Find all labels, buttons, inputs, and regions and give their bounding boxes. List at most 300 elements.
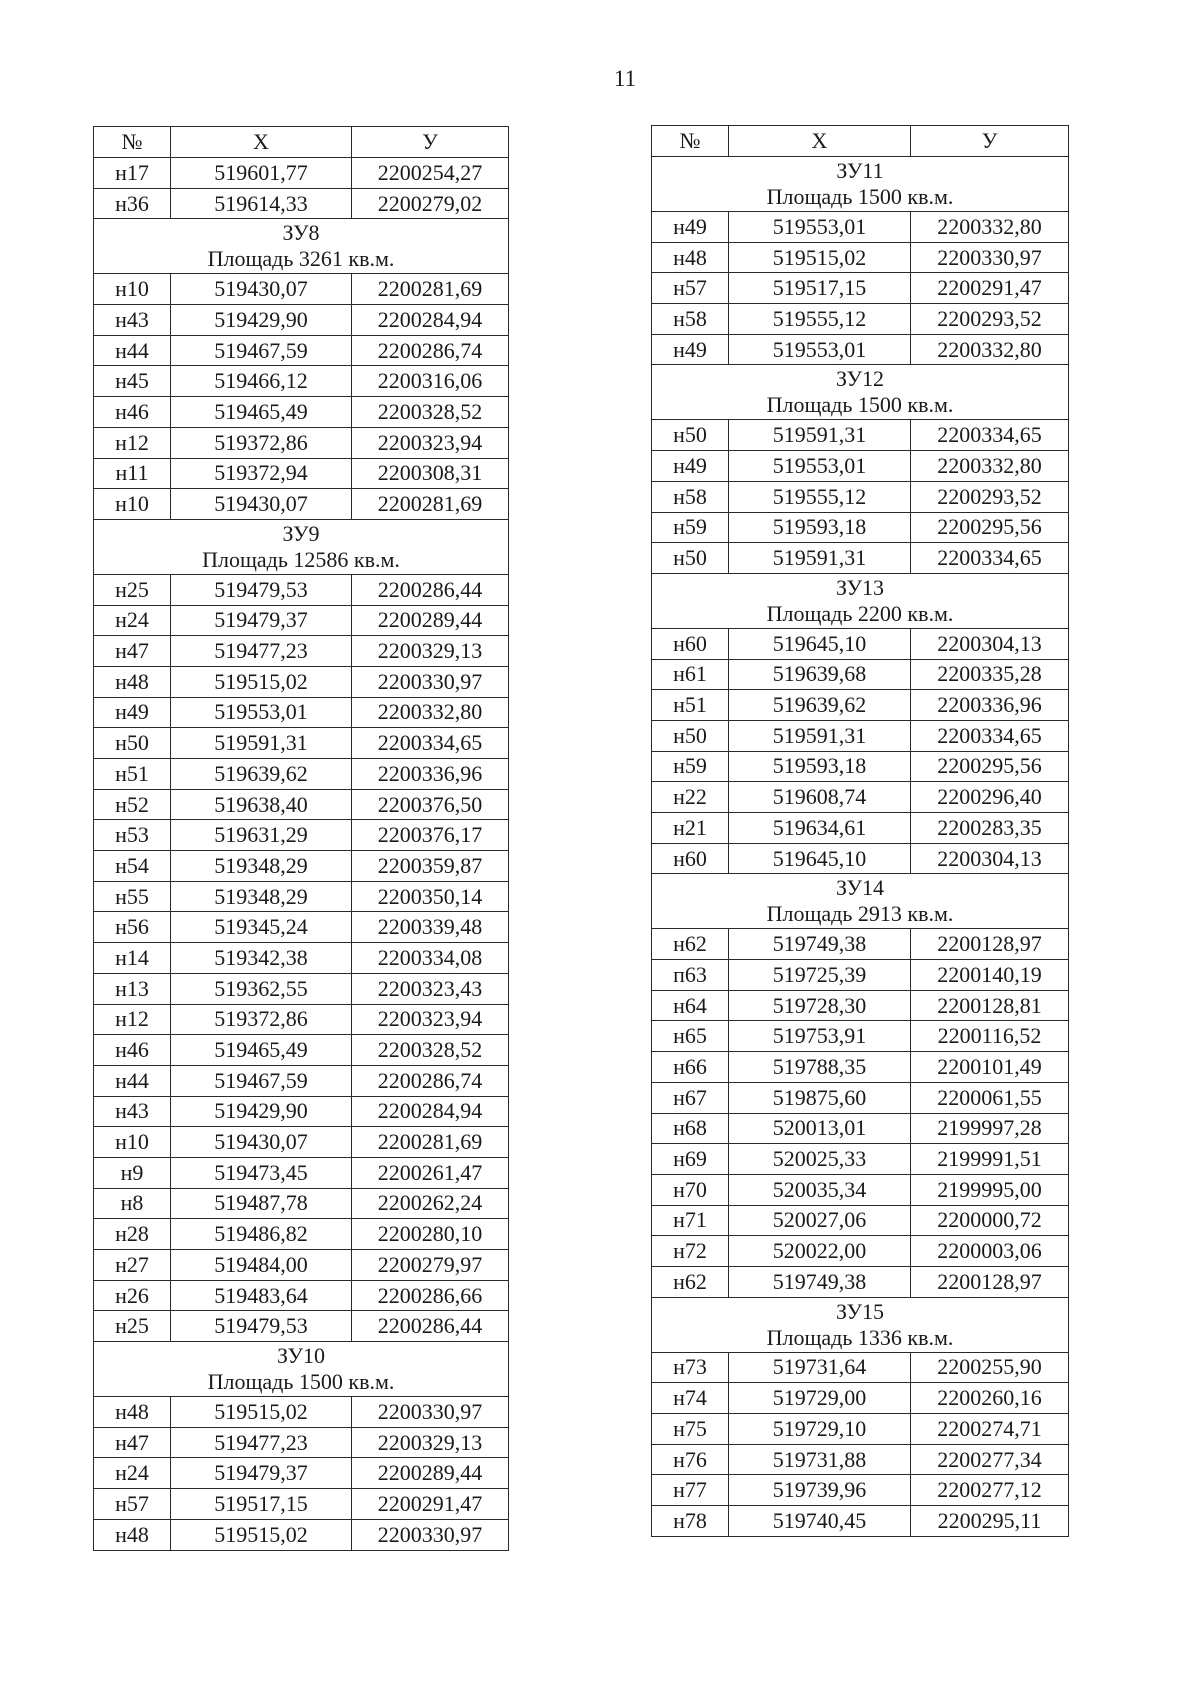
table-row [94, 427, 509, 458]
y-coordinate-cell: 2200281,69 [352, 274, 509, 305]
y-coordinate-cell: 2200289,44 [352, 1458, 509, 1489]
y-coordinate-cell: 2200323,94 [352, 1004, 509, 1035]
point-number-cell: н36 [94, 188, 171, 219]
point-number-cell: н27 [94, 1250, 171, 1281]
parcel-section-cell [94, 219, 509, 274]
point-number-cell: н9 [94, 1157, 171, 1188]
table-row [94, 1219, 509, 1250]
table-row [94, 574, 509, 605]
header-y: У [911, 126, 1069, 157]
y-coordinate-cell: 2200332,80 [911, 334, 1069, 365]
y-coordinate-cell: 2200350,14 [352, 881, 509, 912]
table-row [652, 813, 1069, 844]
x-coordinate-cell: 519553,01 [729, 334, 911, 365]
x-coordinate-cell: 519372,94 [171, 458, 352, 489]
y-coordinate-cell: 2200293,52 [911, 481, 1069, 512]
point-number-cell: н53 [94, 820, 171, 851]
header-y: У [352, 127, 509, 158]
y-coordinate-cell: 2199997,28 [911, 1113, 1069, 1144]
point-number-cell: н10 [94, 1127, 171, 1158]
table-row [94, 397, 509, 428]
x-coordinate-cell: 519740,45 [729, 1506, 911, 1537]
y-coordinate-cell: 2200329,13 [352, 636, 509, 667]
table-row [652, 543, 1069, 574]
header-number: № [94, 127, 171, 158]
point-number-cell: н10 [94, 274, 171, 305]
parcel-title: ЗУ9 [282, 520, 320, 546]
parcel-section-cell [94, 519, 509, 574]
x-coordinate-cell: 519429,90 [171, 305, 352, 336]
point-number-cell: н12 [94, 427, 171, 458]
table-row [652, 1174, 1069, 1205]
y-coordinate-cell: 2200293,52 [911, 304, 1069, 335]
point-number-cell: н10 [94, 489, 171, 520]
point-number-cell: н73 [652, 1352, 729, 1383]
table-row [94, 789, 509, 820]
point-number-cell: н62 [652, 929, 729, 960]
table-row [652, 990, 1069, 1021]
table-row [94, 274, 509, 305]
parcel-area: Площадь 1500 кв.м. [207, 1369, 395, 1395]
x-coordinate-cell: 519739,96 [729, 1475, 911, 1506]
x-coordinate-cell: 519634,61 [729, 813, 911, 844]
x-coordinate-cell: 519591,31 [729, 720, 911, 751]
page-number: 11 [613, 66, 637, 91]
point-number-cell: н57 [94, 1489, 171, 1520]
x-coordinate-cell: 519591,31 [729, 420, 911, 451]
point-number-cell: н46 [94, 1035, 171, 1066]
y-coordinate-cell: 2200286,44 [352, 574, 509, 605]
y-coordinate-cell: 2200116,52 [911, 1021, 1069, 1052]
table-row [652, 1082, 1069, 1113]
point-number-cell: н24 [94, 605, 171, 636]
y-coordinate-cell: 2200323,94 [352, 427, 509, 458]
x-coordinate-cell: 519465,49 [171, 1035, 352, 1066]
x-coordinate-cell: 520025,33 [729, 1144, 911, 1175]
y-coordinate-cell: 2200339,48 [352, 912, 509, 943]
point-number-cell: н58 [652, 481, 729, 512]
x-coordinate-cell: 519788,35 [729, 1052, 911, 1083]
table-header-row [652, 126, 1069, 157]
parcel-section-cell [94, 1342, 509, 1397]
parcel-area: Площадь 12586 кв.м. [202, 546, 400, 572]
table-row [652, 929, 1069, 960]
parcel-section-header [94, 219, 509, 274]
point-number-cell: н47 [94, 1427, 171, 1458]
y-coordinate-cell: 2199995,00 [911, 1174, 1069, 1205]
table-row [94, 881, 509, 912]
y-coordinate-cell: 2200330,97 [352, 1519, 509, 1550]
point-number-cell: н58 [652, 304, 729, 335]
table-row [94, 1311, 509, 1342]
x-coordinate-cell: 519515,02 [171, 1397, 352, 1428]
table-row [652, 960, 1069, 991]
parcel-title: ЗУ12 [835, 366, 885, 392]
table-row [652, 1475, 1069, 1506]
point-number-cell: н68 [652, 1113, 729, 1144]
table-row [94, 1427, 509, 1458]
parcel-section-header [652, 1297, 1069, 1352]
table-row [94, 666, 509, 697]
point-number-cell: н17 [94, 158, 171, 189]
point-number-cell: н48 [94, 666, 171, 697]
x-coordinate-cell: 519608,74 [729, 782, 911, 813]
x-coordinate-cell: 519465,49 [171, 397, 352, 428]
y-coordinate-cell: 2200262,24 [352, 1188, 509, 1219]
y-coordinate-cell: 2200334,65 [911, 543, 1069, 574]
point-number-cell: н45 [94, 366, 171, 397]
y-coordinate-cell: 2200334,65 [911, 420, 1069, 451]
x-coordinate-cell: 519749,38 [729, 1266, 911, 1297]
point-number-cell: н22 [652, 782, 729, 813]
table-row [652, 304, 1069, 335]
y-coordinate-cell: 2200330,97 [911, 242, 1069, 273]
x-coordinate-cell: 519479,53 [171, 1311, 352, 1342]
header-x: Х [171, 127, 352, 158]
x-coordinate-cell: 519553,01 [729, 451, 911, 482]
y-coordinate-cell: 2200359,87 [352, 851, 509, 882]
x-coordinate-cell: 519477,23 [171, 1427, 352, 1458]
y-coordinate-cell: 2200281,69 [352, 489, 509, 520]
x-coordinate-cell: 519631,29 [171, 820, 352, 851]
table-row [652, 273, 1069, 304]
x-coordinate-cell: 519591,31 [729, 543, 911, 574]
x-coordinate-cell: 519725,39 [729, 960, 911, 991]
x-coordinate-cell: 519429,90 [171, 1096, 352, 1127]
y-coordinate-cell: 2200128,81 [911, 990, 1069, 1021]
parcel-section-cell [652, 365, 1069, 420]
table-row [94, 973, 509, 1004]
table-row [94, 759, 509, 790]
table-row [94, 1127, 509, 1158]
y-coordinate-cell: 2200291,47 [911, 273, 1069, 304]
header-x: Х [729, 126, 911, 157]
point-number-cell: н43 [94, 1096, 171, 1127]
point-number-cell: н69 [652, 1144, 729, 1175]
point-number-cell: н64 [652, 990, 729, 1021]
x-coordinate-cell: 519555,12 [729, 304, 911, 335]
parcel-area: Площадь 1500 кв.м. [766, 184, 954, 209]
parcel-section-header [652, 365, 1069, 420]
x-coordinate-cell: 519731,88 [729, 1444, 911, 1475]
point-number-cell: н59 [652, 512, 729, 543]
point-number-cell: н76 [652, 1444, 729, 1475]
y-coordinate-cell: 2200128,97 [911, 929, 1069, 960]
x-coordinate-cell: 519517,15 [171, 1489, 352, 1520]
point-number-cell: н61 [652, 659, 729, 690]
table-row [652, 1383, 1069, 1414]
table-row [652, 1352, 1069, 1383]
table-row [94, 489, 509, 520]
x-coordinate-cell: 519467,59 [171, 335, 352, 366]
x-coordinate-cell: 520027,06 [729, 1205, 911, 1236]
x-coordinate-cell: 519555,12 [729, 481, 911, 512]
y-coordinate-cell: 2200277,34 [911, 1444, 1069, 1475]
y-coordinate-cell: 2200128,97 [911, 1266, 1069, 1297]
table-row [652, 512, 1069, 543]
point-number-cell: н49 [652, 451, 729, 482]
y-coordinate-cell: 2200328,52 [352, 1035, 509, 1066]
y-coordinate-cell: 2200334,65 [352, 728, 509, 759]
x-coordinate-cell: 519875,60 [729, 1082, 911, 1113]
table-row [652, 659, 1069, 690]
x-coordinate-cell: 519729,00 [729, 1383, 911, 1414]
x-coordinate-cell: 519639,68 [729, 659, 911, 690]
point-number-cell: н60 [652, 628, 729, 659]
parcel-area: Площадь 3261 кв.м. [207, 246, 395, 272]
point-number-cell: н12 [94, 1004, 171, 1035]
table-row [94, 820, 509, 851]
parcel-section-header [652, 157, 1069, 212]
y-coordinate-cell: 2200332,80 [911, 451, 1069, 482]
x-coordinate-cell: 519645,10 [729, 843, 911, 874]
x-coordinate-cell: 520013,01 [729, 1113, 911, 1144]
x-coordinate-cell: 520035,34 [729, 1174, 911, 1205]
table-row [652, 1414, 1069, 1445]
point-number-cell: н51 [652, 690, 729, 721]
point-number-cell: н48 [652, 242, 729, 273]
point-number-cell: н50 [652, 720, 729, 751]
parcel-title: ЗУ10 [276, 1343, 326, 1369]
table-row [652, 843, 1069, 874]
table-row [652, 242, 1069, 273]
table-row [94, 697, 509, 728]
table-row [94, 335, 509, 366]
table-row [94, 458, 509, 489]
y-coordinate-cell: 2200323,43 [352, 973, 509, 1004]
point-number-cell: н28 [94, 1219, 171, 1250]
y-coordinate-cell: 2200295,11 [911, 1506, 1069, 1537]
table-row [94, 605, 509, 636]
table-row [652, 1052, 1069, 1083]
point-number-cell: н51 [94, 759, 171, 790]
parcel-section-cell [652, 573, 1069, 628]
y-coordinate-cell: 2200286,74 [352, 1065, 509, 1096]
parcel-title: ЗУ15 [835, 1298, 885, 1324]
x-coordinate-cell: 519479,53 [171, 574, 352, 605]
point-number-cell: н55 [94, 881, 171, 912]
table-row [94, 158, 509, 189]
parcel-section-cell [652, 874, 1069, 929]
y-coordinate-cell: 2200334,08 [352, 943, 509, 974]
point-number-cell: н11 [94, 458, 171, 489]
y-coordinate-cell: 2199991,51 [911, 1144, 1069, 1175]
table-row [652, 1113, 1069, 1144]
x-coordinate-cell: 519477,23 [171, 636, 352, 667]
y-coordinate-cell: 2200295,56 [911, 751, 1069, 782]
parcel-area: Площадь 2200 кв.м. [766, 600, 954, 626]
point-number-cell: п63 [652, 960, 729, 991]
table-row [652, 451, 1069, 482]
x-coordinate-cell: 519479,37 [171, 605, 352, 636]
parcel-title: ЗУ13 [835, 574, 885, 600]
point-number-cell: н26 [94, 1280, 171, 1311]
y-coordinate-cell: 2200274,71 [911, 1414, 1069, 1445]
y-coordinate-cell: 2200279,97 [352, 1250, 509, 1281]
table-row [652, 751, 1069, 782]
point-number-cell: н78 [652, 1506, 729, 1537]
y-coordinate-cell: 2200304,13 [911, 843, 1069, 874]
x-coordinate-cell: 519731,64 [729, 1352, 911, 1383]
table-row [652, 334, 1069, 365]
y-coordinate-cell: 2200376,17 [352, 820, 509, 851]
table-row [652, 420, 1069, 451]
point-number-cell: н50 [652, 420, 729, 451]
x-coordinate-cell: 519484,00 [171, 1250, 352, 1281]
x-coordinate-cell: 519466,12 [171, 366, 352, 397]
x-coordinate-cell: 519614,33 [171, 188, 352, 219]
table-row [652, 212, 1069, 243]
y-coordinate-cell: 2200281,69 [352, 1127, 509, 1158]
parcel-section-header [652, 573, 1069, 628]
x-coordinate-cell: 519749,38 [729, 929, 911, 960]
table-row [652, 1266, 1069, 1297]
x-coordinate-cell: 519639,62 [729, 690, 911, 721]
coordinates-table-left [93, 126, 509, 1551]
point-number-cell: н43 [94, 305, 171, 336]
table-row [94, 851, 509, 882]
table-row [94, 912, 509, 943]
x-coordinate-cell: 519430,07 [171, 489, 352, 520]
x-coordinate-cell: 519639,62 [171, 759, 352, 790]
y-coordinate-cell: 2200286,44 [352, 1311, 509, 1342]
table-row [94, 728, 509, 759]
table-row [652, 690, 1069, 721]
point-number-cell: н54 [94, 851, 171, 882]
point-number-cell: н48 [94, 1397, 171, 1428]
x-coordinate-cell: 519479,37 [171, 1458, 352, 1489]
point-number-cell: н52 [94, 789, 171, 820]
table-row [652, 1236, 1069, 1267]
point-number-cell: н46 [94, 397, 171, 428]
y-coordinate-cell: 2200376,50 [352, 789, 509, 820]
x-coordinate-cell: 519638,40 [171, 789, 352, 820]
table-row [94, 636, 509, 667]
point-number-cell: н25 [94, 1311, 171, 1342]
x-coordinate-cell: 519486,82 [171, 1219, 352, 1250]
point-number-cell: н48 [94, 1519, 171, 1550]
y-coordinate-cell: 2200000,72 [911, 1205, 1069, 1236]
y-coordinate-cell: 2200101,49 [911, 1052, 1069, 1083]
y-coordinate-cell: 2200284,94 [352, 1096, 509, 1127]
y-coordinate-cell: 2200289,44 [352, 605, 509, 636]
table-row [94, 1096, 509, 1127]
parcel-title: ЗУ8 [282, 220, 320, 246]
y-coordinate-cell: 2200316,06 [352, 366, 509, 397]
table-row [94, 1397, 509, 1428]
x-coordinate-cell: 519348,29 [171, 851, 352, 882]
y-coordinate-cell: 2200296,40 [911, 782, 1069, 813]
parcel-area: Площадь 2913 кв.м. [766, 901, 954, 927]
point-number-cell: н44 [94, 335, 171, 366]
coordinates-table-right [651, 125, 1069, 1537]
point-number-cell: н74 [652, 1383, 729, 1414]
x-coordinate-cell: 519593,18 [729, 512, 911, 543]
y-coordinate-cell: 2200261,47 [352, 1157, 509, 1188]
table-row [652, 1205, 1069, 1236]
table-row [652, 481, 1069, 512]
parcel-title: ЗУ11 [836, 158, 884, 183]
point-number-cell: н59 [652, 751, 729, 782]
table-row [94, 1250, 509, 1281]
y-coordinate-cell: 2200283,35 [911, 813, 1069, 844]
table-row [652, 782, 1069, 813]
table-row [94, 1519, 509, 1550]
table-row [652, 1444, 1069, 1475]
y-coordinate-cell: 2200003,06 [911, 1236, 1069, 1267]
x-coordinate-cell: 519591,31 [171, 728, 352, 759]
table-row [652, 720, 1069, 751]
x-coordinate-cell: 519515,02 [171, 1519, 352, 1550]
point-number-cell: н57 [652, 273, 729, 304]
parcel-section-header [94, 519, 509, 574]
y-coordinate-cell: 2200286,66 [352, 1280, 509, 1311]
parcel-section-header [652, 874, 1069, 929]
y-coordinate-cell: 2200336,96 [352, 759, 509, 790]
x-coordinate-cell: 519553,01 [729, 212, 911, 243]
x-coordinate-cell: 519342,38 [171, 943, 352, 974]
y-coordinate-cell: 2200277,12 [911, 1475, 1069, 1506]
y-coordinate-cell: 2200254,27 [352, 158, 509, 189]
point-number-cell: н56 [94, 912, 171, 943]
x-coordinate-cell: 519372,86 [171, 1004, 352, 1035]
table-row [94, 1188, 509, 1219]
x-coordinate-cell: 519553,01 [171, 697, 352, 728]
parcel-section-cell [652, 157, 1069, 212]
x-coordinate-cell: 519517,15 [729, 273, 911, 304]
x-coordinate-cell: 519753,91 [729, 1021, 911, 1052]
y-coordinate-cell: 2200295,56 [911, 512, 1069, 543]
point-number-cell: н49 [94, 697, 171, 728]
point-number-cell: н14 [94, 943, 171, 974]
point-number-cell: н65 [652, 1021, 729, 1052]
y-coordinate-cell: 2200334,65 [911, 720, 1069, 751]
x-coordinate-cell: 519593,18 [729, 751, 911, 782]
point-number-cell: н49 [652, 334, 729, 365]
table-header-row [94, 127, 509, 158]
x-coordinate-cell: 519430,07 [171, 274, 352, 305]
point-number-cell: н70 [652, 1174, 729, 1205]
y-coordinate-cell: 2200330,97 [352, 666, 509, 697]
x-coordinate-cell: 519362,55 [171, 973, 352, 1004]
x-coordinate-cell: 519645,10 [729, 628, 911, 659]
y-coordinate-cell: 2200061,55 [911, 1082, 1069, 1113]
point-number-cell: н44 [94, 1065, 171, 1096]
y-coordinate-cell: 2200328,52 [352, 397, 509, 428]
y-coordinate-cell: 2200335,28 [911, 659, 1069, 690]
point-number-cell: н75 [652, 1414, 729, 1445]
parcel-title: ЗУ14 [835, 875, 885, 901]
x-coordinate-cell: 519473,45 [171, 1157, 352, 1188]
y-coordinate-cell: 2200308,31 [352, 458, 509, 489]
table-row [94, 943, 509, 974]
point-number-cell: н21 [652, 813, 729, 844]
point-number-cell: н25 [94, 574, 171, 605]
point-number-cell: н71 [652, 1205, 729, 1236]
y-coordinate-cell: 2200336,96 [911, 690, 1069, 721]
y-coordinate-cell: 2200329,13 [352, 1427, 509, 1458]
table-row [652, 1144, 1069, 1175]
y-coordinate-cell: 2200330,97 [352, 1397, 509, 1428]
x-coordinate-cell: 519515,02 [171, 666, 352, 697]
y-coordinate-cell: 2200304,13 [911, 628, 1069, 659]
point-number-cell: н8 [94, 1188, 171, 1219]
parcel-area: Площадь 1500 кв.м. [766, 392, 954, 418]
table-row [94, 188, 509, 219]
y-coordinate-cell: 2200140,19 [911, 960, 1069, 991]
parcel-section-header [94, 1342, 509, 1397]
y-coordinate-cell: 2200291,47 [352, 1489, 509, 1520]
